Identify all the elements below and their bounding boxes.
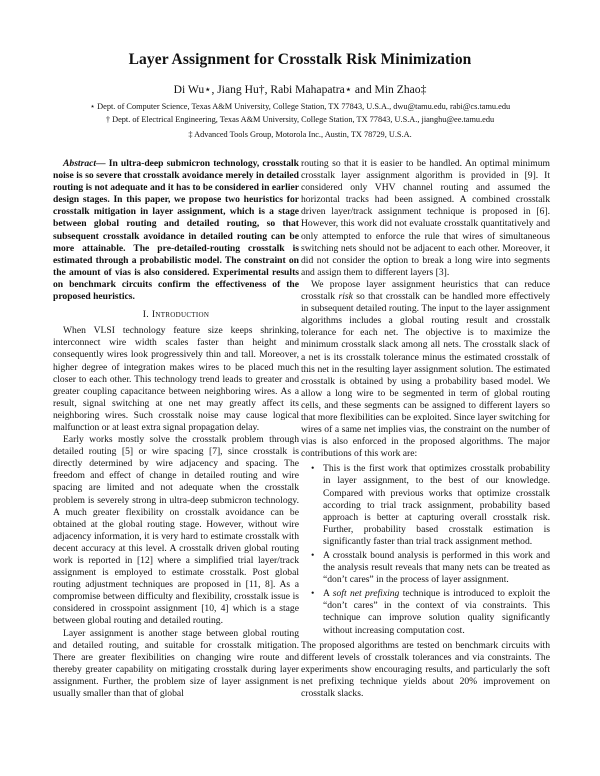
intro-paragraph-4 (301, 279, 550, 460)
affiliation-1: ⋆ Dept. of Computer Science, Texas A&M University, College Station, TX 77843, U.S.A., dwu@tamu.edu, rabi@cs.tamu.edu (89, 102, 511, 111)
paragraph-text: We propose layer assignment heuristics that can reduce crosstalk (301, 278, 550, 303)
intro-paragraph-3-continued: routing so that it is easier to be handled. An optimal minimum crosstalk layer assignment algorithm is provided in [9]. It considered only VHV channel routing and assumed the horizontal tracks had been assigned. A combined crosstalk driven layer/track assignment technique is proposed in [6]. However, this work did not evaluate crosstalk quantitatively and only attempted to enforce the rule that wires of simultaneous switching nets should not be adjacent to each other. Moreover, it did not consider the option to break a long wire into segments and assign them to different layers [3]. (301, 158, 550, 278)
right-column (301, 158, 550, 700)
contribution-item-2: • A crosstalk bound analysis is performed in this work and the analysis result reveals that many nets can be treated as “don’t cares” in the process of layer assignment. (323, 550, 550, 586)
contribution-item-3 (323, 588, 550, 636)
author-list: Di Wu⋆, Jiang Hu†, Rabi Mahapatra⋆ and Min Zhao‡ (173, 83, 427, 96)
section-heading-introduction (53, 309, 299, 321)
paragraph-text: so that crosstalk can be handled more effectively in subsequent detailed routing. The input to the layer assignment algorithms includes a global routing result and crosstalk tolerance for each net. The objective is to maximize the minimum crosstalk slack among all nets. The crosstalk slack of a net is its crosstalk tolerance minus the estimated crosstalk of this net in the resulting layer assignment solution. The estimated crosstalk is obtained by using a probability based model. We allow a long wire to be segmented in term of global routing cells, and these segments can be assigned to different layers so that more flexibilities can be exploited. Since layer switching for wires of a same net implies vias, the constraint on the number of vias is also enforced in the proposed algorithms. The major contributions of this work are: (301, 291, 550, 460)
abstract-lead: Abstract— (63, 158, 106, 169)
abstract (53, 158, 299, 303)
emphasis-soft-net-prefixing: soft net prefixing (332, 588, 400, 600)
intro-paragraph-5: The proposed algorithms are tested on benchmark circuits with different levels of crosstalk tolerances and via constraints. The experiments show encouraging results, and particularly the soft net prefixing technique yields about 20% improvement on crosstalk slacks. (301, 639, 550, 700)
section-name: Introduction (151, 309, 210, 321)
affiliation-2: † Dept. of Electrical Engineering, Texas A&M University, College Station, TX 77843, U.S.A., jianghu@ee.tamu.edu (105, 115, 495, 124)
section-number: I. (142, 309, 152, 321)
left-column (53, 158, 299, 700)
affiliation-3: ‡ Advanced Tools Group, Motorola Inc., Austin, TX 78729, U.S.A. (188, 130, 412, 139)
intro-paragraph-2: Early works mostly solve the crosstalk problem through detailed routing [5] or wire spacing [7], since crosstalk is directly determined by wire adjacency and spacing. The freedom and effect of change in detailed routing and wire spacing are limited and not adequate when the crosstalk problem is severely strong in ultra-deep submicron technology. A much greater flexibility on crosstalk avoidance can be obtained at the global routing stage. However, without wire adjacency information, it is very hard to estimate crosstalk with decent accuracy at this level. A crosstalk driven global routing work is reported in [12] where a simplified trial layer/track assignment is employed to estimate crosstalk. Post global routing adjustment techniques are proposed in [11, 8]. As a compromise between difficulty and flexibility, crosstalk issue is considered in crosspoint assignment [10, 4] which is a stage between global routing and detailed routing. (53, 434, 299, 627)
intro-paragraph-1: When VLSI technology feature size keeps shrinking, interconnect wire width scales faster than height and consequently wires look progressively thin and tall. Moreover, higher degree of integration makes wires to be placed much closer to each other. This technology trend leads to greater and greater coupling capacitance between neighboring wires. As a result, signal switching at one net may greatly affect its neighboring wires. Such crosstalk noise may cause logical malfunction or at least extra signal propagation delay. (53, 325, 299, 433)
item-text: technique is introduced to exploit the “don’t cares” in the context of via constraints. This technique can improve solution quality significantly without increasing computation cost. (323, 588, 550, 636)
emphasis-risk: risk (338, 291, 353, 303)
contributions-list (301, 463, 550, 636)
paper-title: Layer Assignment for Crosstalk Risk Minimization (128, 51, 472, 68)
item-text: A (323, 588, 333, 600)
contribution-item-1: • This is the first work that optimizes crosstalk probability in layer assignment, to the best of our knowledge. Compared with previous works that optimize crosstalk according to trial track assignment, probability based approach is better at capturing overall crosstalk risk. Further, probability based crosstalk estimation is significantly faster than trial track assignment method. (323, 463, 550, 548)
intro-paragraph-3: Layer assignment is another stage between global routing and detailed routing, and suitable for crosstalk mitigation. There are greater flexibilities on changing wire route and thereby greater capability on mitigating crosstalk during layer assignment. Further, the problem size of layer assignment is usually smaller than that of global (53, 627, 299, 700)
abstract-text: In ultra-deep submicron technology, crosstalk noise is so severe that crosstalk avoidance merely in detailed routing is not adequate and it has to be considered in earlier design stages. In this paper, we propose two heuristics for crosstalk mitigation in layer assignment, which is a stage between global routing and detailed routing, so that subsequent crosstalk avoidance in detailed routing can be more attainable. The pre-detailed-routing crosstalk is estimated through a probabilistic model. The constraint on the amount of vias is also considered. Experimental results on benchmark circuits confirm the effectiveness of the proposed heuristics. (53, 158, 299, 303)
